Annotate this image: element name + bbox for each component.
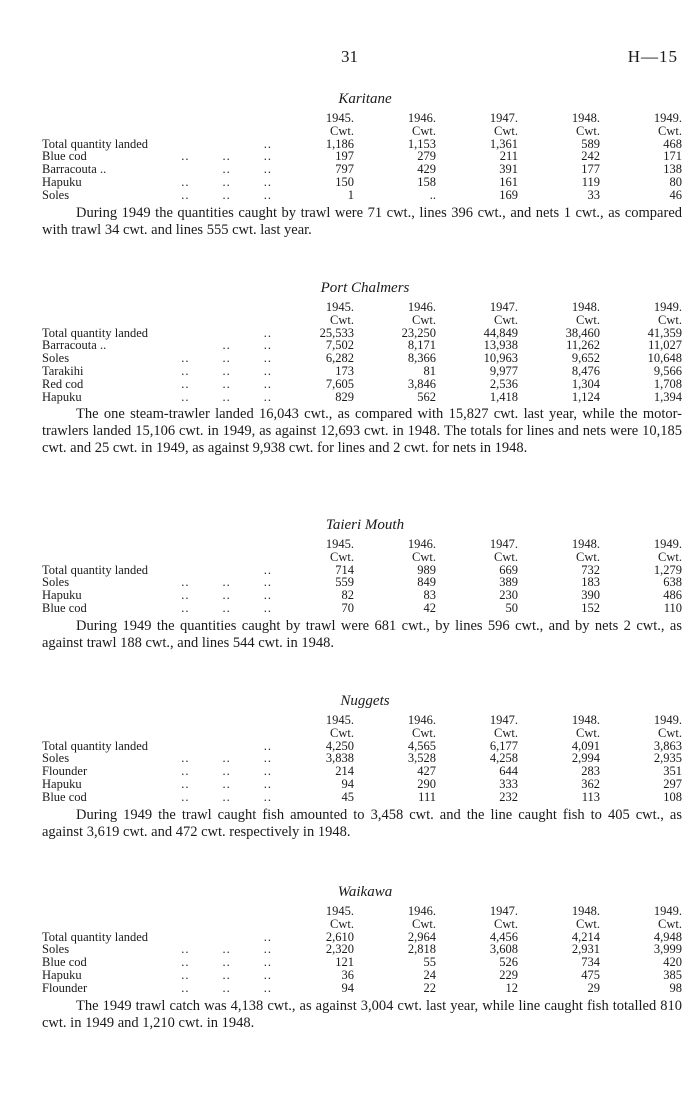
year-header: 1949. xyxy=(653,537,682,551)
table-row xyxy=(42,176,682,189)
leader-dots: .. .. .. xyxy=(181,187,272,202)
year-header: 1947. xyxy=(489,537,518,551)
value-cell: 2,964 xyxy=(407,929,436,944)
unit-header: Cwt. xyxy=(576,725,600,740)
value-cell: 4,565 xyxy=(407,738,436,753)
blank-cell xyxy=(42,314,162,327)
section-title: Waikawa xyxy=(337,884,393,900)
value-cell: 559 xyxy=(335,575,354,590)
value-cell: 1,186 xyxy=(325,136,354,151)
table-row xyxy=(42,969,682,982)
blank-cell xyxy=(42,538,162,551)
leader-dots: .. .. .. xyxy=(181,967,272,982)
blank-cell xyxy=(162,727,272,740)
leader-dots: .. .. .. xyxy=(181,174,272,189)
value-cell: 3,863 xyxy=(653,738,682,753)
value-cell: 638 xyxy=(663,575,682,590)
blank-cell xyxy=(162,125,272,138)
value-cell: 169 xyxy=(499,187,518,202)
section-title: Nuggets xyxy=(340,693,390,709)
value-cell: 46 xyxy=(669,187,682,202)
section-paragraph: During 1949 the trawl caught fish amounted to 3,458 cwt. and the line caught fish to 405 cwt., as against 3,619 cwt. and 472 cwt. respectively in 1948. xyxy=(42,806,682,840)
leader-dots: .. .. .. xyxy=(181,149,272,164)
value-cell: 2,536 xyxy=(489,376,518,391)
value-cell: 1,394 xyxy=(653,389,682,404)
value-cell: 2,931 xyxy=(571,942,600,957)
value-cell: 351 xyxy=(663,764,682,779)
unit-header: Cwt. xyxy=(412,916,436,931)
leader-dots: .. .. .. xyxy=(181,575,272,590)
row-label: Soles xyxy=(42,575,70,590)
section-port-chalmers xyxy=(42,280,682,457)
section-waikawa xyxy=(42,884,682,1032)
value-cell: 242 xyxy=(581,149,600,164)
year-header: 1945. xyxy=(325,111,354,125)
value-cell: 420 xyxy=(663,955,682,970)
value-cell: 232 xyxy=(499,789,518,804)
leader-dots: .. .. .. xyxy=(181,764,272,779)
value-cell: 7,502 xyxy=(325,338,354,353)
value-cell: 2,994 xyxy=(571,751,600,766)
row-label: Soles xyxy=(42,942,70,957)
value-cell: 2,818 xyxy=(407,942,436,957)
year-header: 1947. xyxy=(489,300,518,314)
value-cell: 8,476 xyxy=(571,363,600,378)
value-cell: 9,652 xyxy=(571,351,600,366)
value-cell: 173 xyxy=(335,363,354,378)
value-cell: 36 xyxy=(341,967,354,982)
value-cell: 468 xyxy=(663,136,682,151)
value-cell: 29 xyxy=(587,980,600,995)
value-cell: .. xyxy=(429,187,436,202)
year-header: 1945. xyxy=(325,537,354,551)
value-cell: 177 xyxy=(581,162,600,177)
blank-cell xyxy=(162,538,272,551)
unit-header: Cwt. xyxy=(412,725,436,740)
year-header: 1946. xyxy=(407,111,436,125)
unit-header: Cwt. xyxy=(494,123,518,138)
value-cell: 297 xyxy=(663,776,682,791)
value-cell: 6,177 xyxy=(489,738,518,753)
leader-dots: .. xyxy=(263,738,272,753)
value-cell: 1,708 xyxy=(653,376,682,391)
value-cell: 44,849 xyxy=(483,325,518,340)
row-label: Total quantity landed xyxy=(42,929,149,944)
row-label: Hapuku xyxy=(42,174,82,189)
value-cell: 13,938 xyxy=(483,338,518,353)
year-header: 1945. xyxy=(325,300,354,314)
value-cell: 94 xyxy=(341,980,354,995)
unit-header-row xyxy=(42,551,682,564)
section-paragraph: During 1949 the quantities caught by trawl were 681 cwt., by lines 596 cwt., and by nets 2 cwt., as against trawl 188 cwt., and lines 544 cwt. in 1948. xyxy=(42,617,682,651)
blank-cell xyxy=(42,301,162,314)
value-cell: 229 xyxy=(499,967,518,982)
value-cell: 11,027 xyxy=(648,338,682,353)
unit-header: Cwt. xyxy=(658,312,682,327)
value-cell: 389 xyxy=(499,575,518,590)
value-cell: 41,359 xyxy=(647,325,682,340)
catch-table xyxy=(42,714,682,804)
leader-dots: .. .. xyxy=(222,338,272,353)
value-cell: 1,124 xyxy=(571,389,600,404)
table-row xyxy=(42,982,682,995)
value-cell: 4,091 xyxy=(571,738,600,753)
value-cell: 2,610 xyxy=(325,929,354,944)
catch-table xyxy=(42,538,682,615)
row-label: Soles xyxy=(42,351,70,366)
year-header: 1946. xyxy=(407,537,436,551)
value-cell: 50 xyxy=(505,600,518,615)
value-cell: 732 xyxy=(581,562,600,577)
value-cell: 9,977 xyxy=(489,363,518,378)
value-cell: 714 xyxy=(335,562,354,577)
value-cell: 2,935 xyxy=(653,751,682,766)
year-header: 1945. xyxy=(325,713,354,727)
value-cell: 119 xyxy=(581,174,600,189)
year-header: 1947. xyxy=(489,713,518,727)
value-cell: 161 xyxy=(499,174,518,189)
unit-header-row xyxy=(42,125,682,138)
section-paragraph: The one steam-trawler landed 16,043 cwt., as compared with 15,827 cwt. last year, while the motor-trawlers landed 15,106 cwt. in 1949, as against 12,693 cwt. in 1948. The totals for lines and nets were 10,185 cwt. and 25 cwt. in 1949, as against 9,938 cwt. for lines and 2 cwt. for nets in 1948. xyxy=(42,406,682,457)
blank-cell xyxy=(162,918,272,931)
value-cell: 279 xyxy=(417,149,436,164)
blank-cell xyxy=(162,112,272,125)
value-cell: 81 xyxy=(423,363,436,378)
year-header-row xyxy=(42,714,682,727)
year-header-row xyxy=(42,112,682,125)
leader-dots: .. .. .. xyxy=(181,376,272,391)
leader-dots: .. xyxy=(263,136,272,151)
value-cell: 390 xyxy=(581,588,600,603)
value-cell: 10,963 xyxy=(483,351,518,366)
year-header: 1949. xyxy=(653,713,682,727)
value-cell: 3,846 xyxy=(407,376,436,391)
unit-header-row xyxy=(42,727,682,740)
unit-header: Cwt. xyxy=(658,549,682,564)
leader-dots: .. .. xyxy=(222,162,272,177)
table-row xyxy=(42,602,682,615)
value-cell: 24 xyxy=(423,967,436,982)
value-cell: 562 xyxy=(417,389,436,404)
unit-header: Cwt. xyxy=(576,312,600,327)
row-label: Soles xyxy=(42,187,70,202)
value-cell: 4,214 xyxy=(571,929,600,944)
section-title: Port Chalmers xyxy=(320,280,410,296)
value-cell: 38,460 xyxy=(565,325,600,340)
value-cell: 3,999 xyxy=(653,942,682,957)
value-cell: 80 xyxy=(669,174,682,189)
row-label: Hapuku xyxy=(42,389,82,404)
row-label: Flounder xyxy=(42,764,88,779)
value-cell: 8,171 xyxy=(407,338,436,353)
row-label: Total quantity landed xyxy=(42,562,149,577)
value-cell: 3,528 xyxy=(407,751,436,766)
value-cell: 989 xyxy=(417,562,436,577)
blank-cell xyxy=(162,551,272,564)
value-cell: 214 xyxy=(335,764,354,779)
blank-cell xyxy=(162,314,272,327)
blank-cell xyxy=(42,905,162,918)
section-karitane xyxy=(42,91,682,239)
section-paragraph: The 1949 trawl catch was 4,138 cwt., as against 3,004 cwt. last year, while line caught fish totalled 810 cwt. in 1949 and 1,210 cwt. in 1948. xyxy=(42,997,682,1031)
value-cell: 6,282 xyxy=(325,351,354,366)
value-cell: 83 xyxy=(423,588,436,603)
value-cell: 110 xyxy=(663,600,682,615)
unit-header: Cwt. xyxy=(412,123,436,138)
blank-cell xyxy=(42,112,162,125)
unit-header: Cwt. xyxy=(658,725,682,740)
value-cell: 429 xyxy=(417,162,436,177)
year-header: 1948. xyxy=(571,300,600,314)
catch-table xyxy=(42,905,682,995)
value-cell: 8,366 xyxy=(407,351,436,366)
year-header: 1946. xyxy=(407,713,436,727)
leader-dots: .. .. .. xyxy=(181,980,272,995)
unit-header: Cwt. xyxy=(494,312,518,327)
unit-header: Cwt. xyxy=(576,916,600,931)
value-cell: 10,648 xyxy=(647,351,682,366)
row-label: Barracouta .. xyxy=(42,162,107,177)
value-cell: 22 xyxy=(423,980,436,995)
section-taieri-mouth xyxy=(42,517,682,652)
value-cell: 797 xyxy=(335,162,354,177)
value-cell: 486 xyxy=(663,588,682,603)
value-cell: 42 xyxy=(423,600,436,615)
value-cell: 33 xyxy=(587,187,600,202)
blank-cell xyxy=(42,727,162,740)
value-cell: 849 xyxy=(417,575,436,590)
unit-header: Cwt. xyxy=(412,312,436,327)
value-cell: 385 xyxy=(663,967,682,982)
value-cell: 98 xyxy=(669,980,682,995)
blank-cell xyxy=(42,551,162,564)
unit-header: Cwt. xyxy=(330,916,354,931)
table-row xyxy=(42,791,682,804)
row-label: Tarakihi xyxy=(42,363,84,378)
leader-dots: .. .. .. xyxy=(181,600,272,615)
blank-cell xyxy=(42,714,162,727)
table-row xyxy=(42,365,682,378)
unit-header: Cwt. xyxy=(494,549,518,564)
table-row xyxy=(42,391,682,404)
table-row xyxy=(42,378,682,391)
catch-table xyxy=(42,112,682,202)
year-header-row xyxy=(42,538,682,551)
value-cell: 183 xyxy=(581,575,600,590)
value-cell: 1 xyxy=(347,187,354,202)
value-cell: 1,304 xyxy=(571,376,600,391)
leader-dots: .. .. .. xyxy=(181,363,272,378)
value-cell: 70 xyxy=(341,600,354,615)
year-header-row xyxy=(42,905,682,918)
value-cell: 1,361 xyxy=(489,136,518,151)
value-cell: 138 xyxy=(663,162,682,177)
year-header: 1946. xyxy=(407,904,436,918)
value-cell: 121 xyxy=(335,955,354,970)
value-cell: 427 xyxy=(417,764,436,779)
year-header: 1948. xyxy=(571,111,600,125)
unit-header: Cwt. xyxy=(658,123,682,138)
blank-cell xyxy=(162,905,272,918)
table-row xyxy=(42,778,682,791)
leader-dots: .. .. .. xyxy=(181,588,272,603)
page-number: 31 xyxy=(341,47,358,66)
year-header: 1948. xyxy=(571,713,600,727)
blank-cell xyxy=(162,714,272,727)
unit-header: Cwt. xyxy=(494,725,518,740)
unit-header-row xyxy=(42,918,682,931)
section-nuggets xyxy=(42,693,682,841)
unit-header: Cwt. xyxy=(330,549,354,564)
value-cell: 734 xyxy=(581,955,600,970)
value-cell: 197 xyxy=(335,149,354,164)
value-cell: 55 xyxy=(423,955,436,970)
value-cell: 150 xyxy=(335,174,354,189)
value-cell: 82 xyxy=(341,588,354,603)
value-cell: 230 xyxy=(499,588,518,603)
row-label: Hapuku xyxy=(42,588,82,603)
row-label: Blue cod xyxy=(42,955,87,970)
value-cell: 1,153 xyxy=(407,136,436,151)
value-cell: 362 xyxy=(581,776,600,791)
leader-dots: .. xyxy=(263,325,272,340)
row-label: Blue cod xyxy=(42,600,87,615)
value-cell: 108 xyxy=(663,789,682,804)
year-header: 1949. xyxy=(653,300,682,314)
row-label: Flounder xyxy=(42,980,88,995)
value-cell: 669 xyxy=(499,562,518,577)
value-cell: 3,608 xyxy=(489,942,518,957)
value-cell: 283 xyxy=(581,764,600,779)
value-cell: 7,605 xyxy=(325,376,354,391)
value-cell: 333 xyxy=(499,776,518,791)
leader-dots: .. .. .. xyxy=(181,942,272,957)
value-cell: 4,258 xyxy=(489,751,518,766)
leader-dots: .. .. .. xyxy=(181,955,272,970)
row-label: Total quantity landed xyxy=(42,738,149,753)
unit-header: Cwt. xyxy=(330,123,354,138)
value-cell: 4,456 xyxy=(489,929,518,944)
leader-dots: .. .. .. xyxy=(181,751,272,766)
value-cell: 111 xyxy=(418,789,436,804)
leader-dots: .. xyxy=(263,562,272,577)
row-label: Total quantity landed xyxy=(42,136,149,151)
row-label: Hapuku xyxy=(42,967,82,982)
value-cell: 2,320 xyxy=(325,942,354,957)
value-cell: 94 xyxy=(341,776,354,791)
row-label: Hapuku xyxy=(42,776,82,791)
value-cell: 3,838 xyxy=(325,751,354,766)
unit-header-row xyxy=(42,314,682,327)
value-cell: 45 xyxy=(341,789,354,804)
section-title: Taieri Mouth xyxy=(325,517,405,533)
row-label: Blue cod xyxy=(42,149,87,164)
blank-cell xyxy=(42,125,162,138)
row-label: Red cod xyxy=(42,376,84,391)
value-cell: 25,533 xyxy=(319,325,354,340)
unit-header: Cwt. xyxy=(412,549,436,564)
unit-header: Cwt. xyxy=(576,549,600,564)
unit-header: Cwt. xyxy=(330,725,354,740)
year-header: 1945. xyxy=(325,904,354,918)
value-cell: 475 xyxy=(581,967,600,982)
value-cell: 589 xyxy=(581,136,600,151)
document-code: H—15 xyxy=(627,47,678,66)
row-label: Barracouta .. xyxy=(42,338,107,353)
leader-dots: .. .. .. xyxy=(181,351,272,366)
section-title: Karitane xyxy=(338,91,392,107)
year-header: 1946. xyxy=(407,300,436,314)
year-header: 1948. xyxy=(571,904,600,918)
row-label: Soles xyxy=(42,751,70,766)
unit-header: Cwt. xyxy=(576,123,600,138)
year-header-row xyxy=(42,301,682,314)
leader-dots: .. .. .. xyxy=(181,789,272,804)
value-cell: 644 xyxy=(499,764,518,779)
value-cell: 290 xyxy=(417,776,436,791)
value-cell: 152 xyxy=(581,600,600,615)
value-cell: 391 xyxy=(499,162,518,177)
value-cell: 9,566 xyxy=(653,363,682,378)
leader-dots: .. .. .. xyxy=(181,389,272,404)
value-cell: 1,418 xyxy=(489,389,518,404)
value-cell: 526 xyxy=(499,955,518,970)
year-header: 1947. xyxy=(489,904,518,918)
value-cell: 12 xyxy=(505,980,518,995)
value-cell: 829 xyxy=(335,389,354,404)
value-cell: 4,250 xyxy=(325,738,354,753)
value-cell: 23,250 xyxy=(401,325,436,340)
leader-dots: .. .. .. xyxy=(181,776,272,791)
table-row xyxy=(42,189,682,202)
year-header: 1949. xyxy=(653,904,682,918)
value-cell: 171 xyxy=(663,149,682,164)
value-cell: 158 xyxy=(417,174,436,189)
leader-dots: .. xyxy=(263,929,272,944)
unit-header: Cwt. xyxy=(494,916,518,931)
unit-header: Cwt. xyxy=(658,916,682,931)
year-header: 1949. xyxy=(653,111,682,125)
row-label: Blue cod xyxy=(42,789,87,804)
year-header: 1948. xyxy=(571,537,600,551)
year-header: 1947. xyxy=(489,111,518,125)
value-cell: 1,279 xyxy=(653,562,682,577)
blank-cell xyxy=(42,918,162,931)
row-label: Total quantity landed xyxy=(42,325,149,340)
value-cell: 211 xyxy=(499,149,518,164)
value-cell: 4,948 xyxy=(653,929,682,944)
section-paragraph: During 1949 the quantities caught by trawl were 71 cwt., lines 396 cwt., and nets 1 cwt., as compared with trawl 34 cwt. and lines 555 cwt. last year. xyxy=(42,204,682,238)
unit-header: Cwt. xyxy=(330,312,354,327)
blank-cell xyxy=(162,301,272,314)
value-cell: 113 xyxy=(581,789,600,804)
value-cell: 11,262 xyxy=(566,338,600,353)
catch-table xyxy=(42,301,682,403)
